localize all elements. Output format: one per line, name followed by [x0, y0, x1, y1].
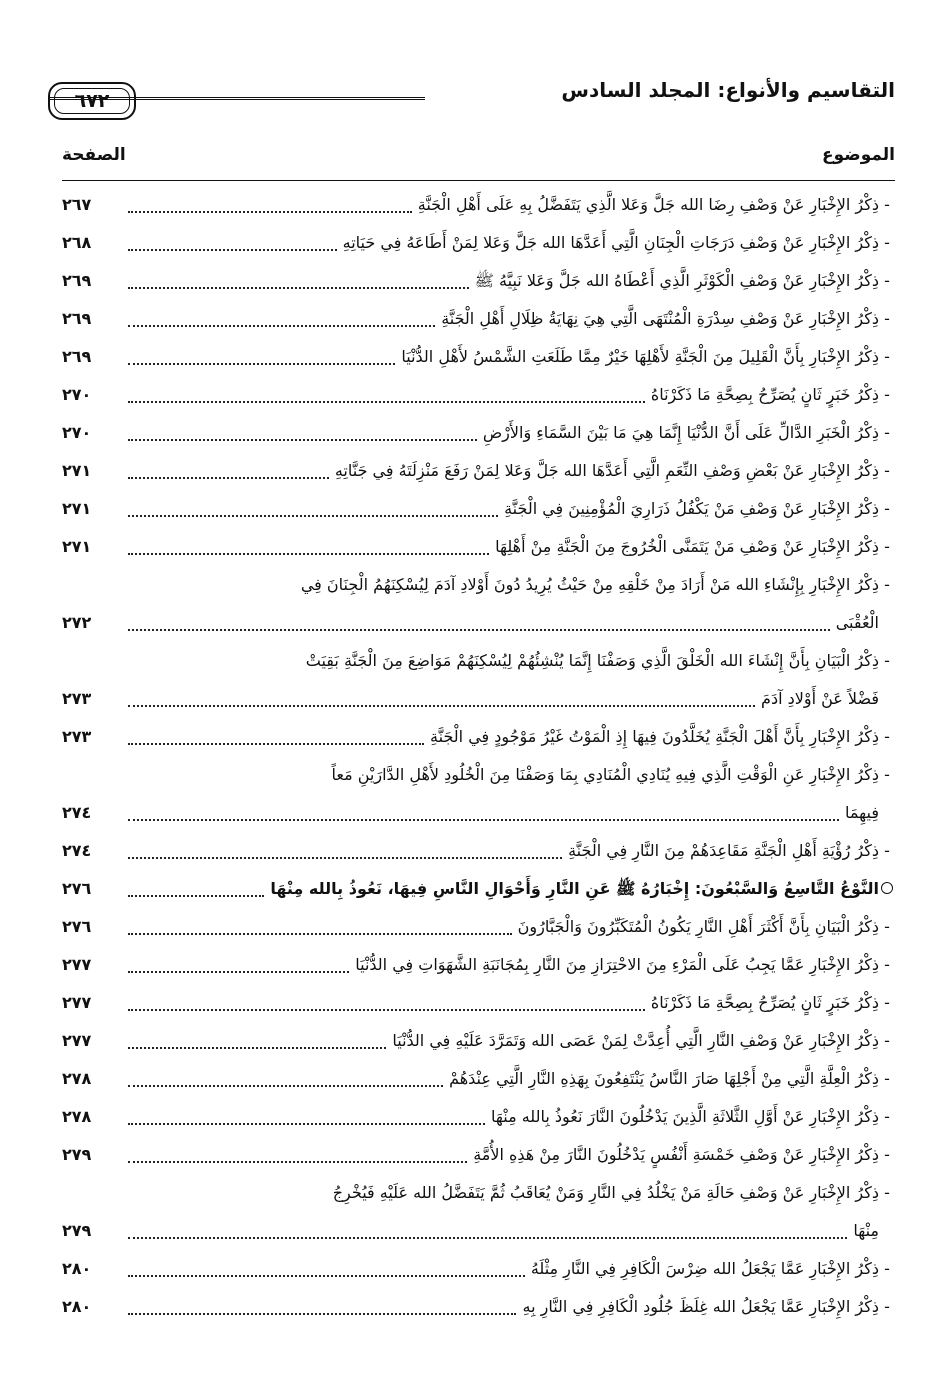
- entry-title-continuation: الْعُقْبَى: [835, 613, 879, 632]
- dot-leader: [128, 743, 424, 745]
- dot-leader: [128, 249, 337, 251]
- entry-title-continuation: فِيهِمَا: [845, 803, 879, 822]
- entry-title: ذِكْرُ خَبَرٍ ثَانٍ يُصَرِّحُ بِصِحَّةِ مَا ذَكَرْنَاهُ: [650, 385, 879, 404]
- entry-page-number: ٢٦٩: [62, 271, 92, 290]
- entry-dash-marker: -: [884, 195, 890, 214]
- entry-title: ذِكْرُ خَبَرٍ ثَانٍ يُصَرِّحُ بِصِحَّةِ مَا ذَكَرْنَاهُ: [650, 993, 879, 1012]
- dot-leader: [128, 794, 839, 821]
- entry-page-number: ٢٧١: [62, 499, 92, 518]
- dot-leader: [128, 1313, 516, 1315]
- chapter-heading-entry: [62, 870, 895, 908]
- toc-entry: [62, 1136, 895, 1174]
- entry-title: ذِكْرُ الْبَيَانِ بِأَنَّ إِنْشَاءَ الله الْخَلْقَ الَّذِي وَصَفْنَا إِنَّمَا يُنْشِئُهُمْ لِيُسْكِنَهُمْ مَوَاضِعَ مِنَ الْجَنَّةِ بَقِيَتْ: [305, 651, 879, 670]
- entry-dash-marker: -: [884, 499, 890, 518]
- entry-title: ذِكْرُ الإِخْبَارِ عَنْ وَصْفِ الْكَوْثَرِ الَّذِي أَعْطَاهُ الله جَلَّ وَعَلا نَبِيَّهُ ﷺ: [474, 271, 879, 290]
- entry-page-number: ٢٧١: [62, 461, 92, 480]
- dot-leader: [128, 1161, 467, 1163]
- entry-title: ذِكْرُ رُؤْيَةِ أَهْلِ الْجَنَّةِ مَقَاعِدَهُمْ مِنَ النَّارِ فِي الْجَنَّةِ: [568, 841, 879, 860]
- entry-dash-marker: -: [884, 993, 890, 1012]
- entry-title: ذِكْرُ الإِخْبَارِ عَنْ بَعْضِ وَصْفِ النِّعَمِ الَّتِي أَعَدَّهَا الله جَلَّ وَعَلا لِمَنْ رَفَعَ مَنْزِلَتَهُ فِي جَنَّاتِهِ: [334, 461, 879, 480]
- entry-title: النَّوْعُ التَّاسِعُ وَالسَّبْعُونَ: إِخْبَارُهُ ﷺ عَنِ النَّارِ وَأَحْوَالِ النَّاسِ فِيهَا، نَعُوذُ بِالله مِنْهَا: [270, 879, 879, 898]
- toc-entry: [62, 262, 895, 300]
- dot-leader: [128, 1123, 485, 1125]
- dot-leader: [128, 1047, 386, 1049]
- dot-leader: [128, 1085, 443, 1087]
- entry-dash-marker: -: [884, 309, 890, 328]
- toc-entry: [62, 300, 895, 338]
- toc-entry: [62, 338, 895, 376]
- entry-page-number: ٢٧٦: [62, 917, 92, 936]
- entry-dash-marker: -: [884, 651, 890, 670]
- dot-leader: [128, 287, 469, 289]
- dot-leader: [128, 680, 755, 707]
- entry-dash-marker: -: [884, 1183, 890, 1202]
- header-title: التقاسيم والأنواع: المجلد السادس: [561, 78, 895, 102]
- entry-title: ذِكْرُ الإِخْبَارِ عَنِ الْوَقْتِ الَّذِي فِيهِ يُنَادِي الْمُنَادِي بِمَا وَصَفْنَا مِنَ الْخُلُودِ لأَهْلِ الدَّارَيْنِ مَعاً: [331, 765, 879, 784]
- entry-page-number: ٢٧٠: [62, 385, 92, 404]
- column-headings: [62, 145, 895, 171]
- toc-entry: [62, 490, 895, 528]
- entry-title: ذِكْرُ الإِخْبَارِ عَمَّا يَجْعَلُ الله غِلَظَ جُلُودِ الْكَافِرِ فِي النَّارِ بِهِ: [522, 1297, 879, 1316]
- entry-title: ذِكْرُ الإِخْبَارِ عَنْ أَوَّلِ الثَّلاثَةِ الَّذِينَ يَدْخُلُونَ النَّارَ نَعُوذُ بِالله مِنْهَا: [490, 1107, 879, 1126]
- entry-dash-marker: -: [884, 1107, 890, 1126]
- entry-page-number: ٢٧١: [62, 537, 92, 556]
- entry-dash-marker: -: [884, 1259, 890, 1278]
- page-number: ٦٧٢: [74, 90, 110, 112]
- entry-title-continuation: فَضْلاً عَنْ أَوْلادِ آدَمَ: [761, 689, 879, 708]
- entry-page-number: ٢٧٠: [62, 423, 92, 442]
- dot-leader: [128, 1212, 847, 1239]
- entry-page-number: ٢٧٧: [62, 1031, 92, 1050]
- entry-page-number: ٢٧٣: [62, 727, 92, 746]
- entry-dash-marker: -: [884, 765, 890, 784]
- toc-entry: [62, 224, 895, 262]
- entry-title: ذِكْرُ الإِخْبَارِ عَنْ وَصْفِ النَّارِ الَّتِي أُعِدَّتْ لِمَنْ عَصَى الله وَتَمَرَّدَ عَلَيْهِ فِي الدُّنْيَا: [392, 1031, 879, 1050]
- toc-entry: [62, 718, 895, 756]
- toc-entry: [62, 756, 895, 832]
- entry-dash-marker: -: [884, 955, 890, 974]
- entry-title: ذِكْرُ الإِخْبَارِ عَنْ وَصْفِ سِدْرَةِ الْمُنْتَهَى الَّتِي هِيَ نِهَايَةُ ظِلَالِ أَهْلِ الْجَنَّةِ: [441, 309, 879, 328]
- entry-title: ذِكْرُ الْخَبَرِ الدَّالِّ عَلَى أَنَّ الدُّنْيَا إِنَّمَا هِيَ مَا بَيْنَ السَّمَاءِ وَالأَرْضِ: [482, 423, 879, 442]
- entry-page-number: ٢٧٩: [62, 1221, 92, 1240]
- entry-page-number: ٢٦٩: [62, 309, 92, 328]
- toc-entry: [62, 186, 895, 224]
- entry-title: ذِكْرُ الإِخْبَارِ عَنْ وَصْفِ حَالَةِ مَنْ يَخْلُدُ فِي النَّارِ وَمَنْ يُعَاقَبُ ثُمَّ يَتَفَضَّلُ الله عَلَيْهِ فَيُخْرِجُ: [332, 1183, 879, 1202]
- entry-dash-marker: -: [884, 575, 890, 594]
- entry-dash-marker: -: [884, 841, 890, 860]
- column-page-heading: الصفحة: [62, 145, 126, 165]
- toc-entry: [62, 908, 895, 946]
- entry-page-number: ٢٧٩: [62, 1145, 92, 1164]
- dot-leader: [128, 515, 498, 517]
- entry-page-number: ٢٧٤: [62, 803, 92, 822]
- entry-title: ذِكْرُ الْبَيَانِ بِأَنَّ أَكْثَرَ أَهْلِ النَّارِ يَكُونُ الْمُتَكَبِّرُونَ وَالْجَبَّارُونَ: [517, 917, 879, 936]
- dot-leader: [128, 971, 349, 973]
- dot-leader: [128, 857, 562, 859]
- entry-dash-marker: -: [884, 347, 890, 366]
- entry-page-number: ٢٨٠: [62, 1297, 92, 1316]
- dot-leader: [128, 553, 489, 555]
- entry-page-number: ٢٨٠: [62, 1259, 92, 1278]
- dot-leader: [128, 363, 395, 365]
- entry-page-number: ٢٦٧: [62, 195, 92, 214]
- toc-entry: [62, 832, 895, 870]
- entry-page-number: ٢٦٩: [62, 347, 92, 366]
- toc-entry: [62, 1022, 895, 1060]
- entry-page-number: ٢٧٧: [62, 955, 92, 974]
- toc-entry: [62, 642, 895, 718]
- entry-page-number: ٢٧٨: [62, 1107, 92, 1126]
- entry-title: ذِكْرُ الْعِلَّةِ الَّتِي مِنْ أَجْلِهَا صَارَ النَّاسُ يَنْتَفِعُونَ بِهَذِهِ النَّارِ الَّتِي عِنْدَهُمْ: [449, 1069, 879, 1088]
- toc-entry: [62, 1250, 895, 1288]
- dot-leader: [128, 211, 412, 213]
- entry-page-number: ٢٧٤: [62, 841, 92, 860]
- entry-dash-marker: -: [884, 1069, 890, 1088]
- entry-page-number: ٢٧٦: [62, 879, 92, 898]
- entry-title: ذِكْرُ الإِخْبَارِ عَمَّا يَجِبُ عَلَى الْمَرْءِ مِنَ الاحْتِرَازِ مِنَ النَّارِ بِمُجَانَبَةِ الشَّهَوَاتِ فِي الدُّنْيَا: [355, 955, 879, 974]
- entry-dash-marker: -: [884, 461, 890, 480]
- entry-dash-marker: -: [884, 385, 890, 404]
- toc-entry: [62, 1098, 895, 1136]
- entry-title: ذِكْرُ الإِخْبَارِ عَنْ وَصْفِ مَنْ يَتَمَنَّى الْخُرُوجَ مِنَ الْجَنَّةِ مِنْ أَهْلِهَا: [495, 537, 879, 556]
- toc-entry: [62, 1288, 895, 1326]
- toc-entry: [62, 452, 895, 490]
- entry-dash-marker: -: [884, 727, 890, 746]
- page-number-frame: [48, 82, 136, 120]
- entry-title: ذِكْرُ الإِخْبَارِ بِإِنْشَاءِ الله مَنْ أَرَادَ مِنْ خَلْقِهِ مِنْ حَيْثُ يُرِيدُ دُونَ أَوْلادِ آدَمَ لِيُسْكِنَهُمُ الْجِنَانَ فِي: [300, 575, 879, 594]
- toc-entry: [62, 414, 895, 452]
- entry-dash-marker: -: [884, 1297, 890, 1316]
- dot-leader: [128, 1275, 525, 1277]
- entry-dash-marker: -: [884, 917, 890, 936]
- toc-entry: [62, 528, 895, 566]
- entry-title: ذِكْرُ الإِخْبَارِ عَنْ وَصْفِ رِضَا الله جَلَّ وَعَلا الَّذِي يَتَفَضَّلُ بِهِ عَلَى أَهْلِ الْجَنَّةِ: [417, 195, 879, 214]
- dot-leader: [128, 401, 645, 403]
- entry-dash-marker: -: [884, 1031, 890, 1050]
- toc-entry: [62, 984, 895, 1022]
- dot-leader: [128, 604, 830, 631]
- chapter-ring-marker: [879, 870, 895, 908]
- entry-dash-marker: -: [884, 423, 890, 442]
- entry-title: ذِكْرُ الإِخْبَارِ عَمَّا يَجْعَلُ الله ضِرْسَ الْكَافِرِ فِي النَّارِ مِثْلَهُ: [530, 1259, 879, 1278]
- entry-page-number: ٢٧٢: [62, 613, 92, 632]
- entry-dash-marker: -: [884, 271, 890, 290]
- entry-dash-marker: -: [884, 233, 890, 252]
- entry-dash-marker: -: [884, 1145, 890, 1164]
- toc-entry: [62, 946, 895, 984]
- heading-rule: [62, 180, 895, 181]
- running-header: [48, 78, 895, 124]
- dot-leader: [128, 933, 512, 935]
- entry-dash-marker: -: [884, 537, 890, 556]
- entry-title: ذِكْرُ الإِخْبَارِ عَنْ وَصْفِ دَرَجَاتِ الْجِنَانِ الَّتِي أَعَدَّهَا الله جَلَّ وَعَلا لِمَنْ أَطَاعَهُ فِي حَيَاتِهِ: [342, 233, 879, 252]
- entry-title: ذِكْرُ الإِخْبَارِ بِأَنَّ الْقَلِيلَ مِنَ الْجَنَّةِ لأَهْلِهَا خَيْرٌ مِمَّا طَلَعَتِ الشَّمْسُ لأَهْلِ الدُّنْيَا: [401, 347, 879, 366]
- entry-title: ذِكْرُ الإِخْبَارِ عَنْ وَصْفِ خَمْسَةِ أَنْفُسٍ يَدْخُلُونَ النَّارَ مِنْ هَذِهِ الأُمَّةِ: [473, 1145, 879, 1164]
- entry-page-number: ٢٧٨: [62, 1069, 92, 1088]
- entry-title: ذِكْرُ الإِخْبَارِ عَنْ وَصْفِ مَنْ يَكْفُلُ ذَرَارِيَ الْمُؤْمِنِينَ فِي الْجَنَّةِ: [504, 499, 879, 518]
- dot-leader: [128, 895, 264, 897]
- table-of-contents: [62, 186, 895, 1326]
- dot-leader: [128, 1009, 645, 1011]
- dot-leader: [128, 439, 477, 441]
- dot-leader: [128, 325, 435, 327]
- column-topic-heading: الموضوع: [822, 145, 895, 165]
- toc-entry: [62, 1060, 895, 1098]
- entry-page-number: ٢٦٨: [62, 233, 92, 252]
- entry-page-number: ٢٧٣: [62, 689, 92, 708]
- entry-page-number: ٢٧٧: [62, 993, 92, 1012]
- toc-entry: [62, 566, 895, 642]
- toc-entry: [62, 376, 895, 414]
- entry-title-continuation: مِنْهَا: [853, 1221, 879, 1240]
- entry-title: ذِكْرُ الإِخْبَارِ بِأَنَّ أَهْلَ الْجَنَّةِ يُخَلَّدُونَ فِيهَا إِذِ الْمَوْتُ غَيْرُ مَوْجُودٍ فِي الْجَنَّةِ: [430, 727, 879, 746]
- toc-entry: [62, 1174, 895, 1250]
- dot-leader: [128, 477, 329, 479]
